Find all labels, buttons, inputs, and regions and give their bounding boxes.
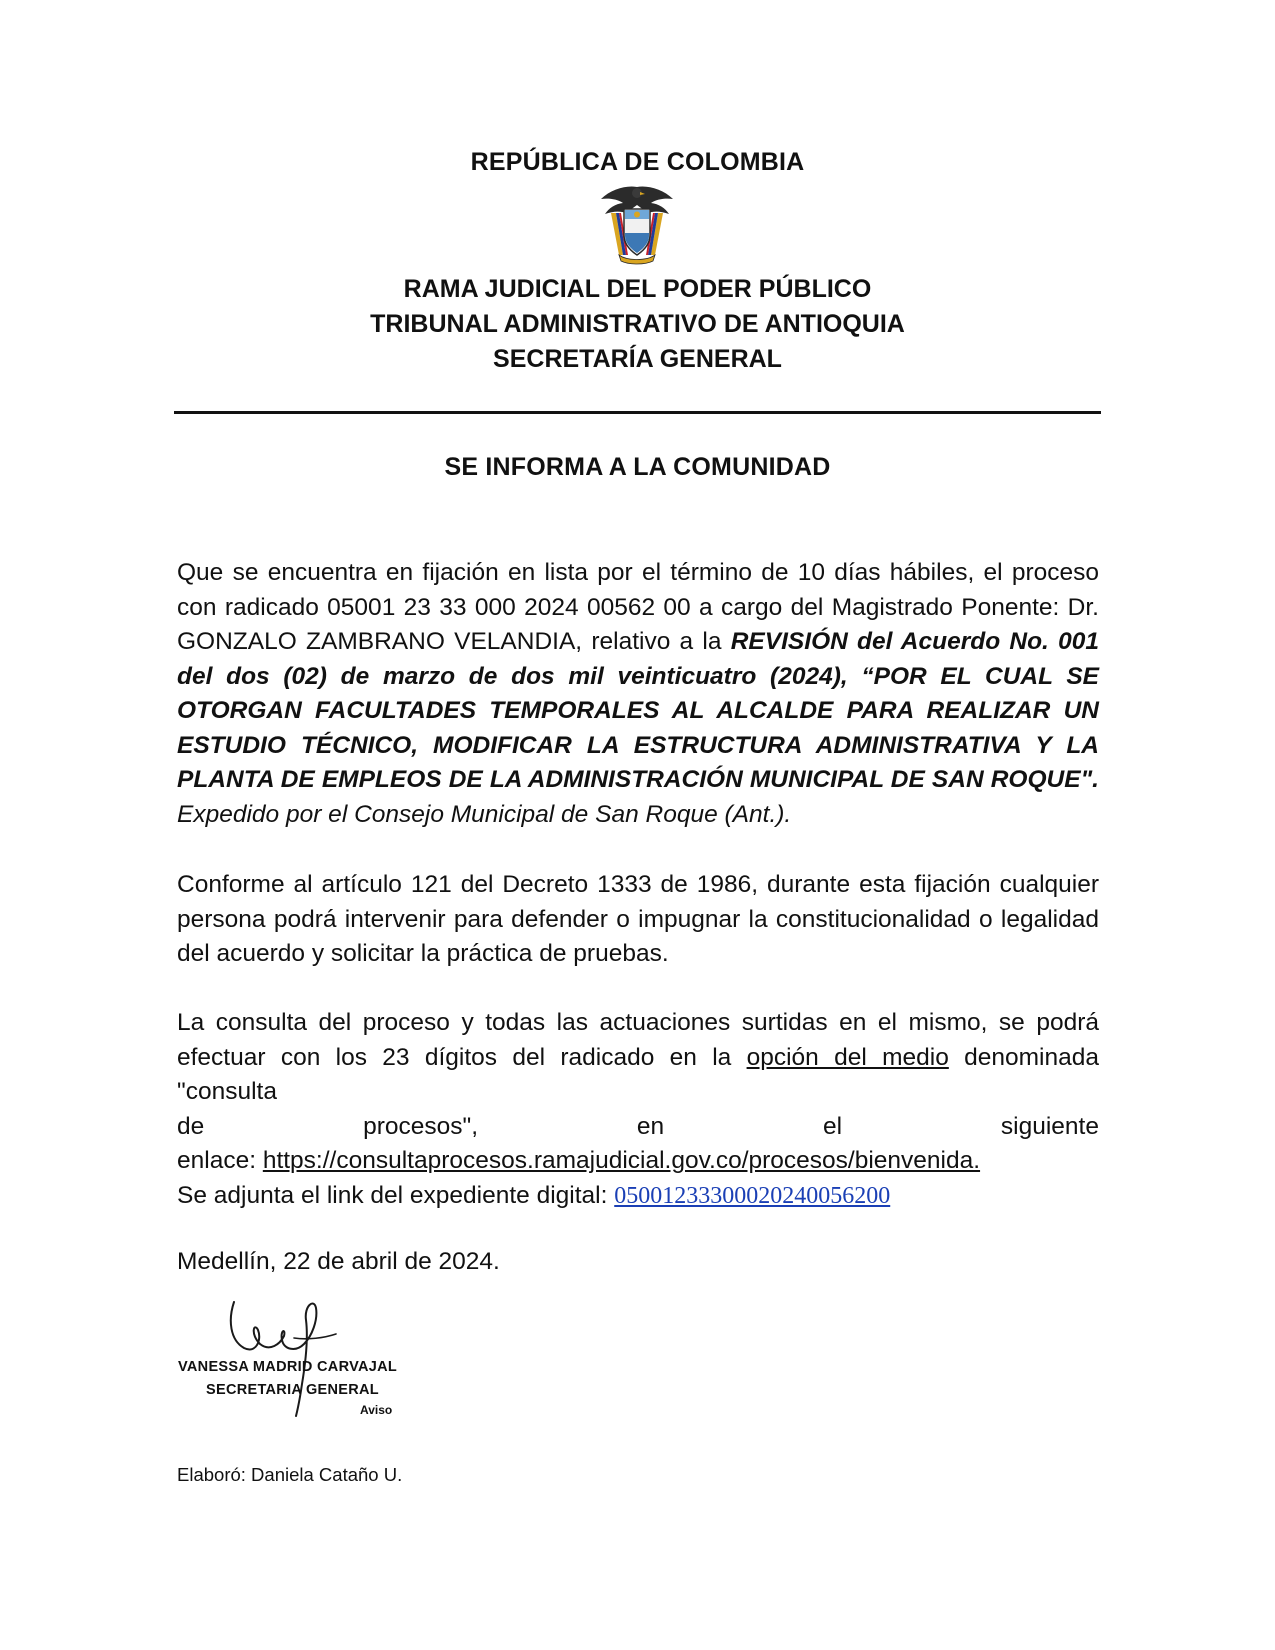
consultation-text-a: La consulta del proceso y todas las actuaciones surtidas en el mismo, se podrá efectuar con los 23 dígitos del radicado en la (177, 1009, 1099, 1071)
option-link[interactable]: opción del medio (746, 1043, 949, 1071)
paragraph-consultation (177, 1006, 1099, 1179)
dateline: Medellín, 22 de abril de 2024. (177, 1248, 500, 1275)
header-divider (174, 411, 1101, 414)
notice-title: SE INFORMA A LA COMUNIDAD (444, 453, 831, 481)
spread-word: procesos", (363, 1112, 479, 1140)
paragraph-intro: Que se encuentra en fijación en lista por el término de 10 días hábiles, el proceso con radicado 05001 23 33 000 2024 00562 00 a cargo del Magistrado Ponente: Dr. GONZALO ZAMBRANO VELANDIA, relativo a la (177, 559, 1099, 655)
signer-note: Aviso (360, 1403, 393, 1417)
spread-word: de (177, 1112, 205, 1140)
paragraph-digital-file (177, 1179, 1099, 1214)
consultation-text-b: denominada "consulta (177, 1043, 1099, 1105)
consultation-spread-line (177, 1110, 1099, 1145)
consultation-link-line (177, 1144, 1099, 1179)
signer-title: SECRETARIA GENERAL (206, 1382, 379, 1398)
consulta-procesos-link[interactable]: https://consultaprocesos.ramajudicial.gov.co/procesos/bienvenida. (262, 1147, 981, 1174)
paragraph-legal-basis: Conforme al artículo 121 del Decreto 1333 de 1986, durante esta fijación cualquier persona podrá intervenir para defender o impugnar la constitucionalidad o legalidad del acuerdo y solicitar la práctica de pruebas. (177, 871, 1099, 967)
org-line-secretaria: SECRETARÍA GENERAL (493, 345, 782, 373)
spread-word: en (636, 1112, 665, 1140)
signer-name: VANESSA MADRID CARVAJAL (178, 1359, 398, 1375)
organization-block (0, 272, 1275, 377)
link-prefix: enlace: (177, 1147, 263, 1174)
issuer-note: Expedido por el Consejo Municipal de San Roque (Ant.). (177, 800, 792, 828)
country-heading: REPÚBLICA DE COLOMBIA (470, 148, 805, 176)
coat-of-arms-icon (597, 183, 677, 265)
spread-word: siguiente (1000, 1112, 1099, 1140)
org-line-tribunal: TRIBUNAL ADMINISTRATIVO DE ANTIOQUIA (370, 310, 905, 338)
digital-file-link[interactable]: 05001233300020240056200 (614, 1183, 891, 1209)
spread-word: el (822, 1112, 843, 1140)
prepared-by: Elaboró: Daniela Cataño U. (177, 1464, 403, 1485)
consultation-text (177, 1006, 1099, 1110)
agreement-title-emphasis: REVISIÓN del Acuerdo No. 001 del dos (02) de marzo de dos mil veinticuatro (2024), “POR EL CUAL SE OTORGAN FACULTADES TEMPORALES AL ALCALDE PARA REALIZAR UN ESTUDIO TÉCNICO, MODIFICAR LA ESTRUCTURA ADMINISTRATIVA Y LA PLANTA DE EMPLEOS DE LA ADMINISTRACIÓN MUNICIPAL DE SAN ROQUE". (177, 628, 1099, 793)
digital-file-label: Se adjunta el link del expediente digital: (177, 1182, 615, 1209)
org-line-rama-judicial: RAMA JUDICIAL DEL PODER PÚBLICO (403, 275, 872, 303)
paragraph-process-notice (177, 556, 1099, 832)
